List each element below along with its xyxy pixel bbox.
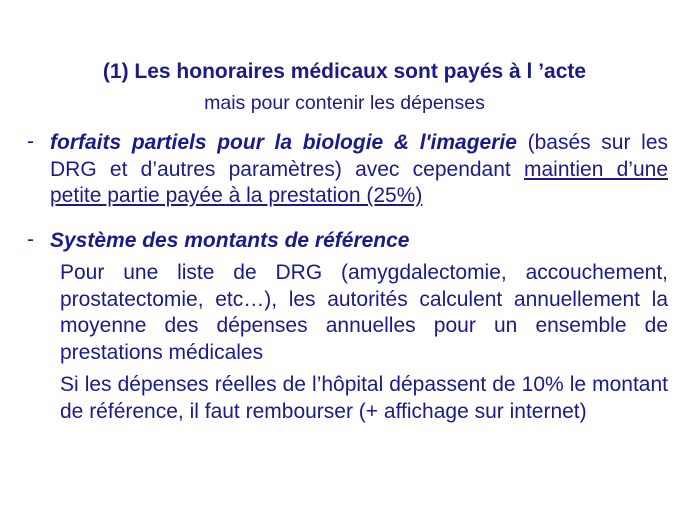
bullet-montants-emphasis: Système des montants de référence: [50, 229, 410, 252]
slide-subtitle: mais pour contenir les dépenses: [204, 92, 485, 114]
bullet-forfaits-underlined: maintien d’une petite partie payée à la prestation (25%): [50, 157, 669, 207]
sub-paragraph-remboursement: Si les dépenses réelles de l’hôpital dépassent de 10% le montant de référence, il faut rembourser (+ affichage sur internet): [60, 373, 668, 423]
bullet-marker: -: [27, 130, 34, 153]
bullet-forfaits: [50, 130, 668, 210]
bullet-forfaits-emphasis: forfaits partiels pour la biologie & l'imagerie: [50, 131, 517, 154]
bullet-marker: -: [27, 228, 34, 251]
bullet-montants: [50, 228, 668, 255]
slide-title: (1) Les honoraires médicaux sont payés à l ’acte: [102, 60, 587, 83]
sub-paragraph-drg: Pour une liste de DRG (amygdalectomie, accouchement, prostatectomie, etc…), les autorités calculent annuellement la moyenne des dépenses annuelles pour un ensemble de prestations médicales: [60, 261, 668, 364]
bullet-forfaits-text: (basés sur les DRG et d’autres paramètres) avec cependant: [50, 131, 668, 181]
